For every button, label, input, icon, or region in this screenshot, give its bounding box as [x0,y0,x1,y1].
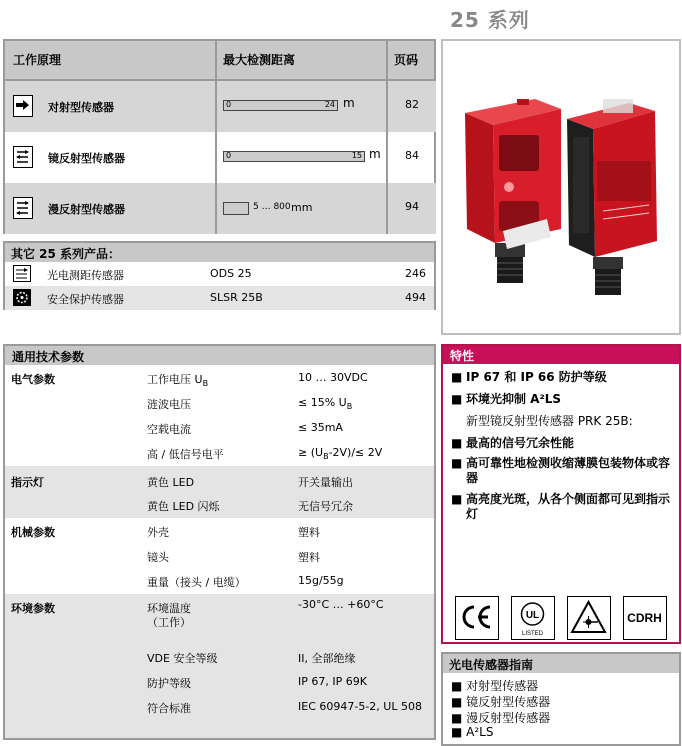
param-label: 空载电流 [147,423,191,436]
param-value: 无信号冗余 [298,500,353,513]
product-model: SLSR 25B [210,291,263,304]
param-group-environment [5,594,434,738]
list-item [5,286,434,310]
throughbeam-icon [13,95,33,117]
sensor-table-header [5,41,434,81]
sensor-name: 漫反射型传感器 [48,203,125,216]
guide-title: 光电传感器指南 [449,658,534,672]
page-number: 94 [405,200,419,213]
laser-warning-icon [567,596,611,640]
range-unit: mm [291,201,313,214]
diffuse-icon [13,197,33,219]
features-panel: 特性 ■ IP 67 和 IP 66 防护等级 ■ 环境光抑制 A²LS 新型镜反射型传感器 PRK 25B: ■ 最高的信号冗余性能 ■ 高可靠性地检测收缩薄膜包装物体或容器 ■ 高亮度光斑，从各个侧面都可见到指示灯 UL LISTED CDRH [441,344,681,644]
guide-item[interactable]: ■ A²LS [451,725,494,739]
product-model: ODS 25 [210,267,252,280]
guide-header [443,654,679,673]
param-label: 高 / 低信号电平 [147,448,224,461]
sensor-row-diffuse [5,183,436,234]
guide-item[interactable]: ■ 对射型传感器 [451,679,539,693]
param-label: 工作电压 $U_B$ [147,373,209,389]
header-principle: 工作原理 [13,53,62,67]
range-text: 5 … 800 [253,202,291,212]
range-min: 0 [226,151,232,160]
page-number: 84 [405,149,419,162]
param-value: ≤ 15% $U_B$ [298,396,353,412]
features-header [443,346,679,364]
distance-sensor-icon [13,265,31,282]
guide-item[interactable]: ■ 镜反射型传感器 [451,695,551,709]
sensor-guide-panel [441,652,681,746]
product-name: 光电测距传感器 [47,269,124,282]
sensor-row-throughbeam [5,81,436,132]
safety-sensor-icon [13,289,31,306]
cul-listed-icon [511,596,555,640]
group-name: 机械参数 [11,526,55,539]
param-value: -30°C … +60°C [298,598,384,611]
column-divider [215,41,217,234]
red-sensor-illustration [465,99,561,283]
svg-text:CDRH: CDRH [627,611,662,625]
param-label: 外壳 [147,526,169,539]
page-number: 82 [405,98,419,111]
range-min: 0 [226,100,232,109]
param-label: 重量（接头 / 电缆） [147,576,246,589]
param-value: 15g/55g [298,574,344,587]
features-title: 特性 [450,349,475,363]
sensor-product-photo [443,41,679,333]
param-label-sub: （工作） [147,616,191,629]
param-label: VDE 安全等级 [147,652,218,665]
group-name: 电气参数 [11,373,55,386]
sensor-name: 镜反射型传感器 [48,152,125,165]
range-unit: m [343,96,355,110]
group-name: 环境参数 [11,602,55,615]
cdrh-icon [623,596,667,640]
param-value: 开关量输出 [298,476,353,489]
param-value: IP 67, IP 69K [298,675,367,688]
guide-item[interactable]: ■ 漫反射型传感器 [451,711,551,725]
range-bar [223,151,365,162]
group-name: 指示灯 [11,476,44,489]
param-value: ≥ $(U_B-2V)/\le 2V$ [298,446,383,462]
feature-note: 新型镜反射型传感器 PRK 25B: [466,414,633,428]
param-value: IEC 60947-5-2, UL 508 [298,700,422,713]
param-label: 涟波电压 [147,398,191,411]
red-black-sensor-illustration [567,99,657,295]
range-bar [223,100,338,111]
param-label: 黄色 LED 闪烁 [147,500,220,513]
page-number: 494 [405,291,426,304]
page-number: 246 [405,267,426,280]
product-image [441,39,681,335]
range-bar-fill [224,152,364,161]
range-bar-fill [224,101,337,110]
param-value: 塑料 [298,526,320,539]
param-group-electrical [5,365,434,466]
technical-data-header [5,346,434,365]
param-label: 镜头 [147,551,169,564]
param-value: 塑料 [298,551,320,564]
range-bar [223,202,249,215]
ce-mark-icon [455,596,499,640]
range-unit: m [369,147,381,161]
param-value: ≤ 35mA [298,421,343,434]
param-value: 10 … 30VDC [298,371,368,384]
sensor-table [3,39,436,234]
range-max: 15 [351,151,362,160]
list-item [5,262,434,286]
header-distance: 最大检测距离 [223,53,296,67]
header-page: 页码 [394,53,419,67]
param-group-mechanical [5,518,434,594]
svg-text:LISTED: LISTED [521,631,544,637]
technical-data-title: 通用技术参数 [12,350,85,364]
other-products-header [5,243,434,262]
svg-text:UL: UL [525,610,540,621]
column-divider [386,41,388,234]
other-products [3,241,436,310]
product-name: 安全保护传感器 [47,293,124,306]
sensor-row-retroreflective [5,132,436,183]
param-label: 符合标准 [147,702,191,715]
series-title: 25 系列 [450,8,530,32]
param-label: 防护等级 [147,677,191,690]
technical-data-table [3,344,436,740]
other-products-title: 其它 25 系列产品： [11,247,121,261]
range-max: 24 [324,100,335,109]
param-label: 黄色 LED [147,476,195,489]
sensor-name: 对射型传感器 [48,101,114,114]
retroreflective-icon [13,146,33,168]
param-group-indicator [5,466,434,518]
param-label: 环境温度 [147,602,191,615]
param-value: II, 全部绝缘 [298,652,356,665]
